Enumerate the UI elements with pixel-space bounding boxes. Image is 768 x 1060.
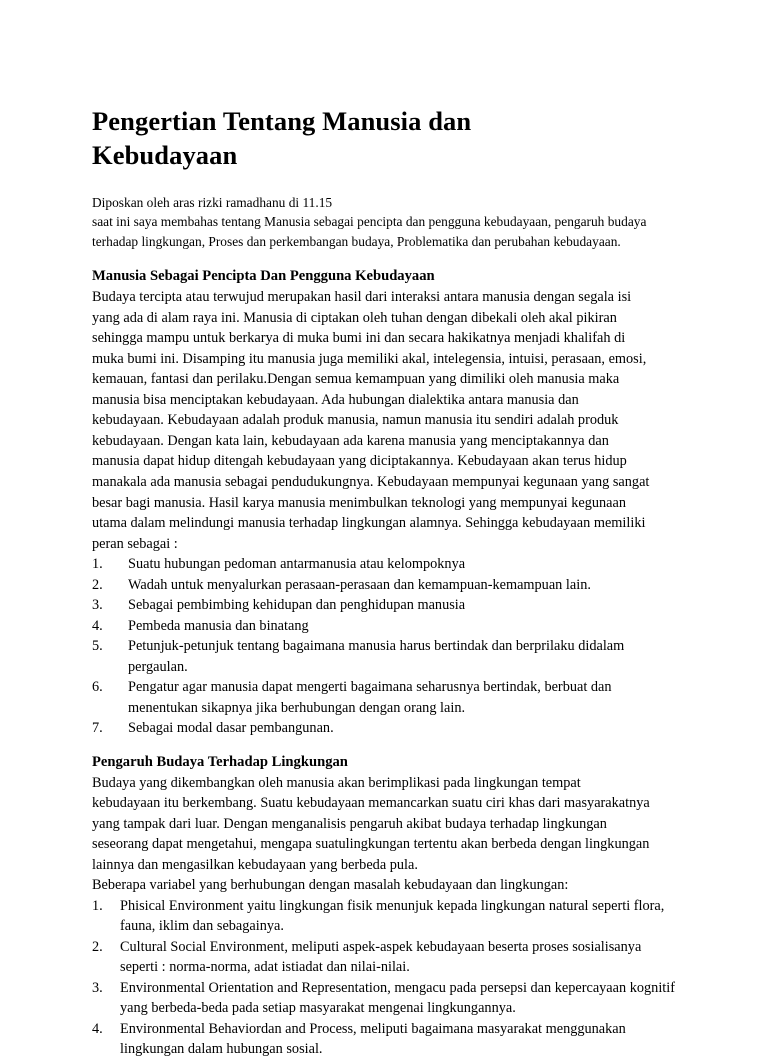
list-item-number: 1. [92, 897, 103, 914]
list-item-text: Environmental Behaviordan and Process, meliputi bagaimana masyarakat menggunakan lingkungan dalam hubungan sosial. [120, 1020, 626, 1058]
list-item [92, 896, 676, 937]
list-peran-kebudayaan [92, 554, 676, 739]
list-item-text: Pengatur agar manusia dapat mengerti bagaimana seharusnya bertindak, berbuat dan menentukan sikapnya jika berhubungan dengan orang lain. [128, 679, 612, 716]
list-item [92, 616, 676, 637]
list-item [92, 636, 676, 677]
section-spacer [92, 739, 676, 753]
list-item-text: Cultural Social Environment, meliputi aspek-aspek kebudayaan beserta proses sosialisanya seperti : norma-norma, adat istiadat dan nilai-nilai. [120, 938, 642, 976]
list-item [92, 677, 676, 718]
list-item [92, 554, 676, 575]
page-title: Pengertian Tentang Manusia dan Kebudayaan [92, 106, 472, 171]
list-item-text: Environmental Orientation and Representation, mengacu pada persepsi dan kepercayaan kognitif yang berbeda-beda pada setiap masyarakat mengenai lingkungannya. [120, 979, 675, 1017]
list-item-number: 7. [92, 720, 103, 737]
section-heading-pengaruh-budaya: Pengaruh Budaya Terhadap Lingkungan [92, 753, 348, 770]
list-item-text: Wadah untuk menyalurkan perasaan-perasaan dan kemampuan-kemampuan lain. [128, 576, 591, 593]
list-item-text: Sebagai pembimbing kehidupan dan penghidupan manusia [128, 597, 466, 614]
post-byline: Diposkan oleh aras rizki ramadhanu di 11.15 [92, 194, 333, 210]
list-item-number: 2. [92, 938, 103, 955]
post-intro: saat ini saya membahas tentang Manusia sebagai pencipta dan pengguna kebudayaan, pengaruh budaya terhadap lingkungan, Proses dan perkembangan budaya, Problematika dan perubahan kebudayaan. [92, 214, 647, 249]
list-item [92, 978, 676, 1019]
section-paragraph-manusia-sebagai-pencipta: Budaya tercipta atau terwujud merupakan hasil dari interaksi antara manusia dengan segala isi yang ada di alam raya ini. Manusia di ciptakan oleh tuhan dengan dibekali oleh akal pikiran sehingga mampu untuk berkarya di muka bumi ini dan secara hakikatnya menjadi khalifah di muka bumi ini. Disamping itu manusia juga memiliki akal, intelegensia, intuisi, perasaan, emosi, kemauan, fantasi dan perilaku.Dengan semua kemampuan yang dimiliki oleh manusia maka manusia bisa menciptakan kebudayaan. Ada hubungan dialektika antara manusia dan kebudayaan. Kebudayaan adalah produk manusia, namun manusia itu sendiri adalah produk kebudayaan. Dengan kata lain, kebudayaan ada karena manusia yang menciptakannya dan manusia dapat hidup ditengah kebudayaan yang diciptakannya. Kebudayaan akan terus hidup manakala ada manusia sebagai pendudukungnya. Kebudayaan mempunyai kegunaan yang sangat besar bagi manusia. Hasil karya manusia menimbulkan teknologi yang mempunyai kegunaan utama dalam melindungi manusia terhadap lingkungan alamnya. Sehingga kebudayaan memiliki peran sebagai : [92, 289, 650, 552]
list-item-number: 2. [92, 576, 103, 593]
list-item-number: 4. [92, 617, 103, 634]
list-item [92, 595, 676, 616]
list-item-number: 1. [92, 556, 103, 573]
list-item-number: 5. [92, 638, 103, 655]
list-item-text: Phisical Environment yaitu lingkungan fisik menunjuk kepada lingkungan natural seperti flora, fauna, iklim dan sebagainya. [120, 897, 665, 935]
list-item-number: 3. [92, 597, 103, 614]
list-item-text: Petunjuk-petunjuk tentang bagaimana manusia harus bertindak dan berprilaku didalam pergaulan. [128, 638, 625, 675]
list-item-number: 6. [92, 679, 103, 696]
post-meta-block [92, 193, 654, 252]
list-item-number: 4. [92, 1020, 103, 1037]
list-item-text: Suatu hubungan pedoman antarmanusia atau kelompoknya [128, 556, 466, 573]
list-variabel-kebudayaan-lingkungan [92, 896, 676, 1060]
list-item [92, 718, 676, 739]
list-item-text: Sebagai modal dasar pembangunan. [128, 720, 334, 737]
list-item [92, 1019, 676, 1060]
list-item-text: Pembeda manusia dan binatang [128, 617, 309, 634]
section-paragraph-pengaruh-budaya: Budaya yang dikembangkan oleh manusia akan berimplikasi pada lingkungan tempat kebudayaan itu berkembang. Suatu kebudayaan memancarkan suatu ciri khas dari masyarakatnya yang tampak dari luar. Dengan menganalisis pengaruh akibat budaya terhadap lingkungan seseorang dapat mengetahui, mengapa suatulingkungan tertentu akan berbeda dengan lingkungan lainnya dan mengasilkan kebudayaan yang berbeda pula. [92, 774, 650, 873]
list-item [92, 575, 676, 596]
section-heading-manusia-sebagai-pencipta: Manusia Sebagai Pencipta Dan Pengguna Kebudayaan [92, 268, 435, 285]
list-item [92, 937, 676, 978]
list-item-number: 3. [92, 979, 103, 996]
list-intro-variabel: Beberapa variabel yang berhubungan dengan masalah kebudayaan dan lingkungan: [92, 877, 569, 894]
